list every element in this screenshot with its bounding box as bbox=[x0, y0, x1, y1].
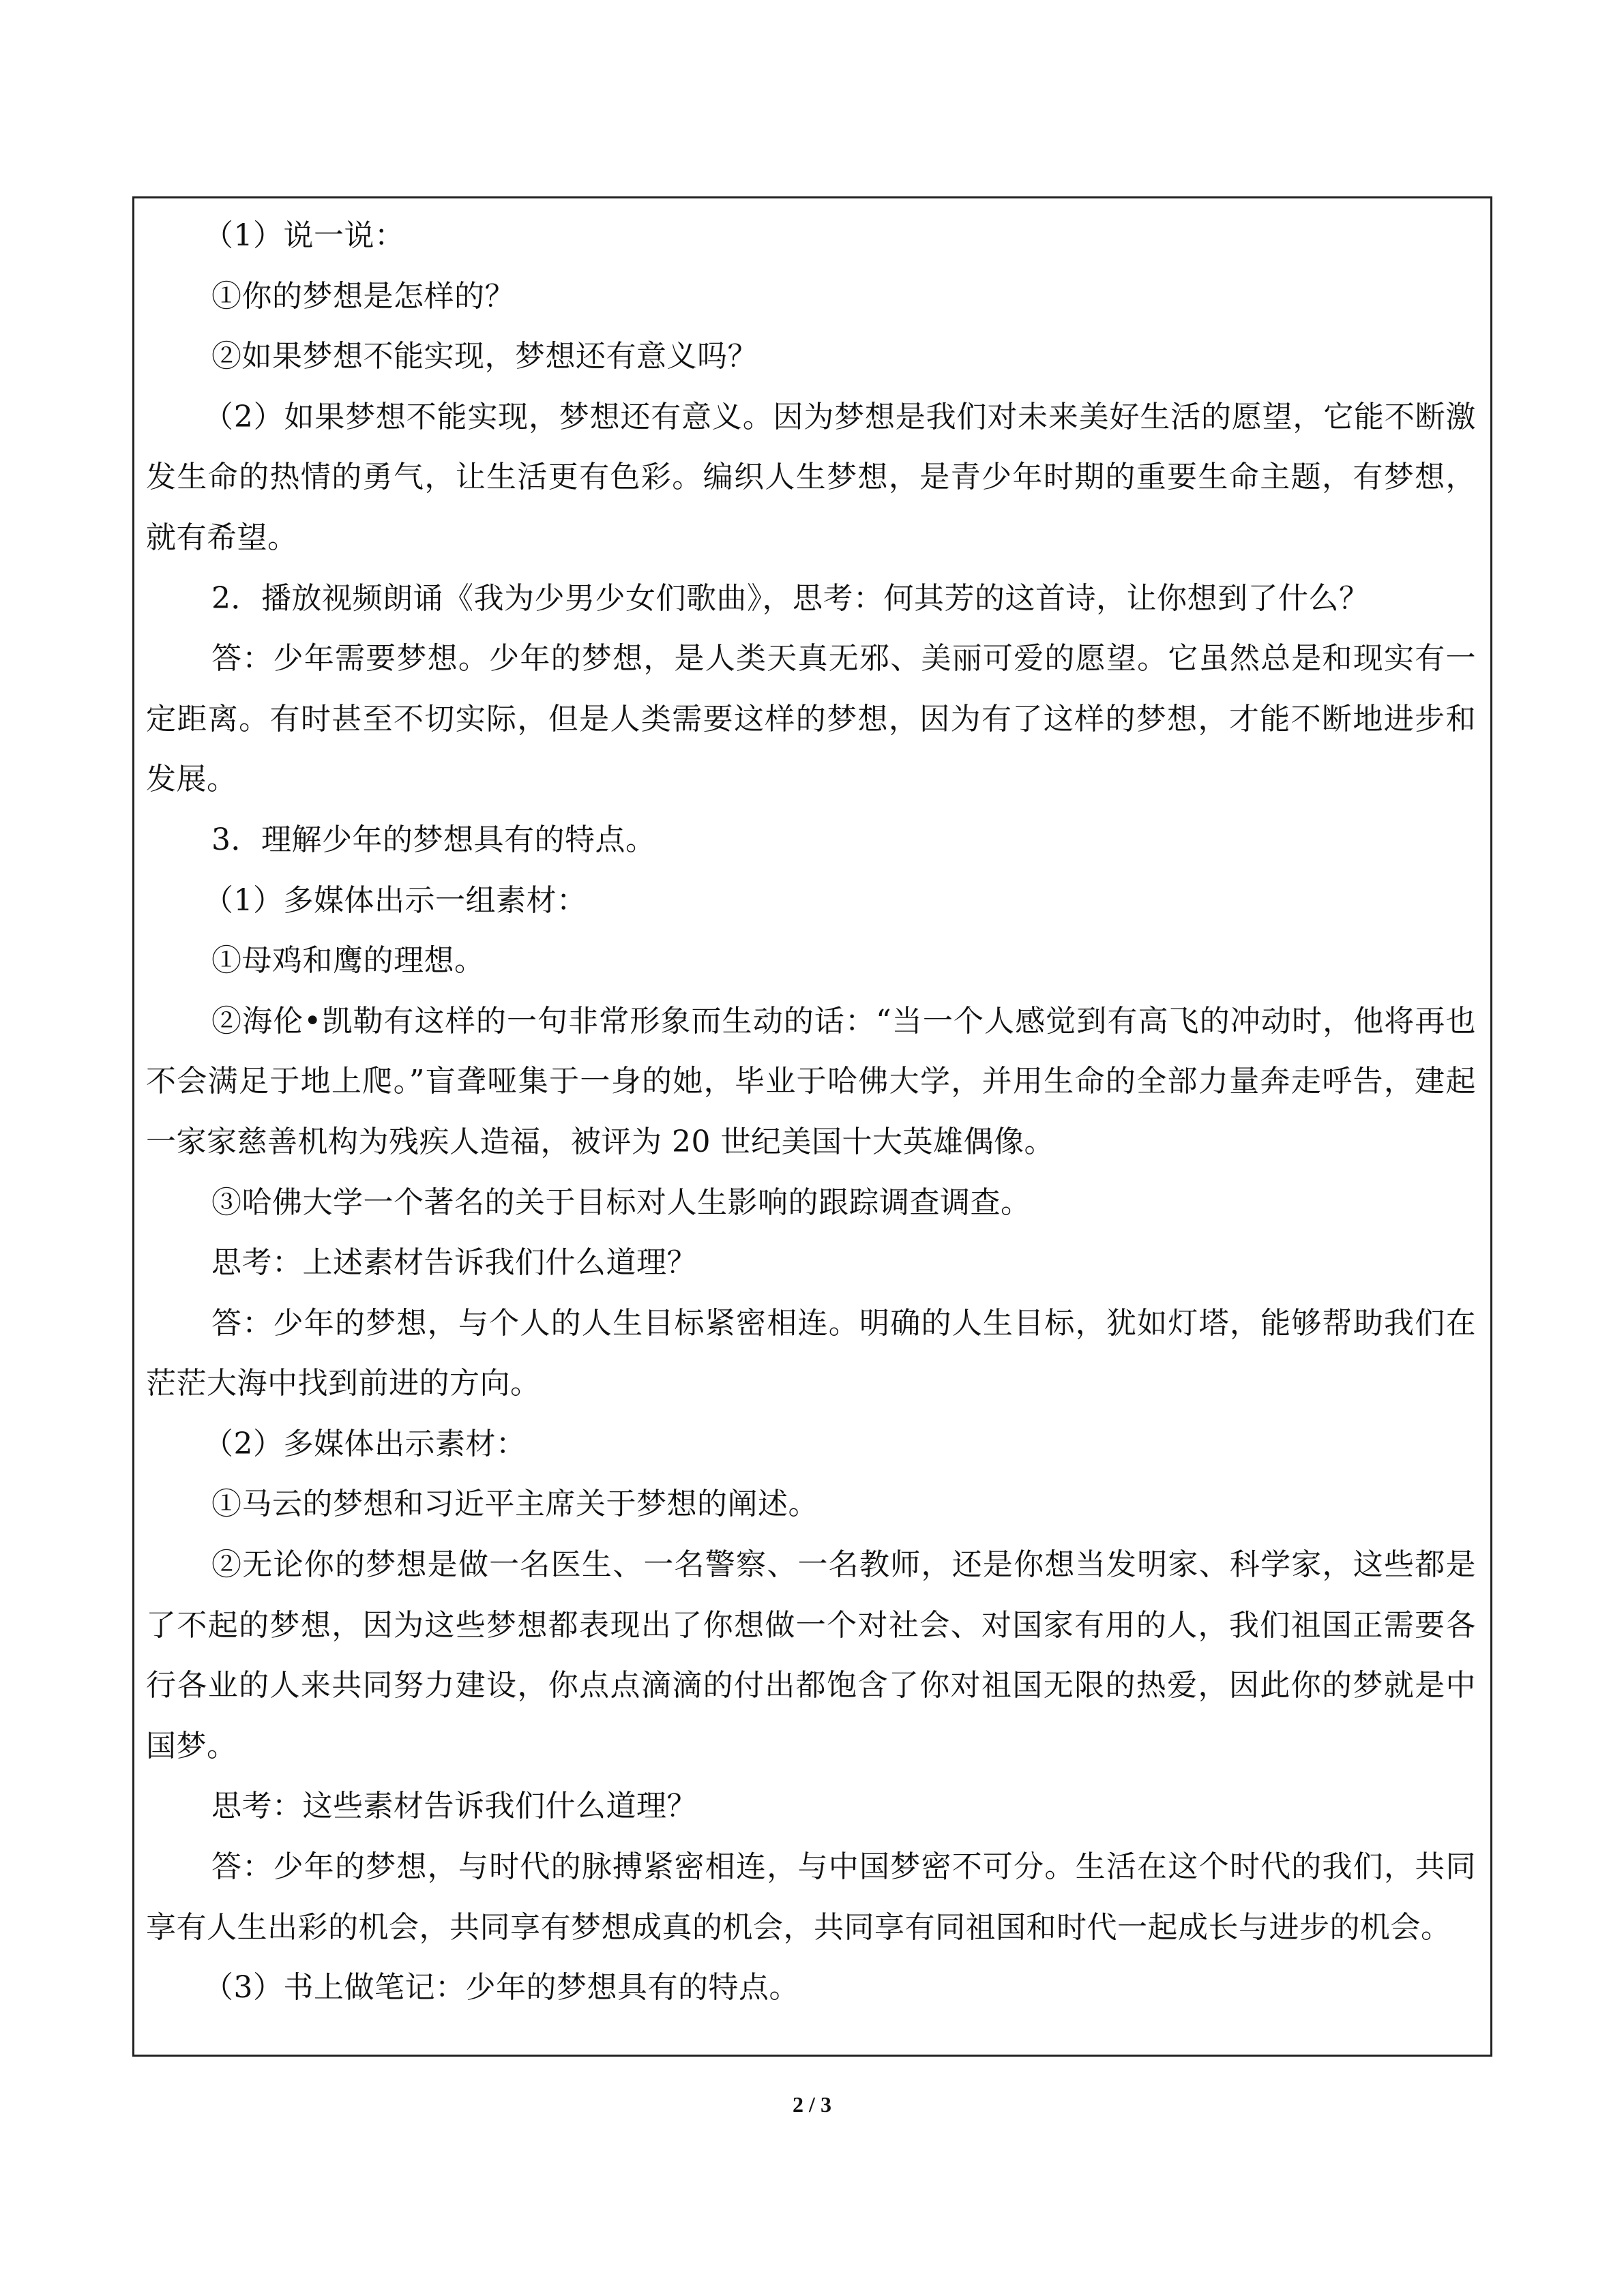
paragraph-materials-2: （2）多媒体出示素材： bbox=[203, 1426, 527, 1461]
paragraph-section-3: 3．理解少年的梦想具有的特点。 bbox=[211, 822, 656, 857]
paragraph-harvard-study: ③哈佛大学一个著名的关于目标对人生影响的跟踪调查调查。 bbox=[211, 1184, 1031, 1220]
lesson-content bbox=[146, 206, 1476, 2018]
paragraph-question-2: ②如果梦想不能实现，梦想还有意义吗？ bbox=[211, 339, 758, 374]
paragraph-dream-meaning: （2）如果梦想不能实现，梦想还有意义。因为梦想是我们对未来美好生活的愿望，它能不断激发生命的热情的勇气，让生活更有色彩。编织人生梦想，是青少年时期的重要生命主题，有梦想，就有希望。 bbox=[146, 399, 1476, 555]
paragraph-helen-keller: ②海伦•凯勒有这样的一句非常形象而生动的话：“当一个人感觉到有高飞的冲动时，他将再也不会满足于地上爬。”盲聋哑集于一身的她，毕业于哈佛大学，并用生命的全部力量奔走呼告，建起一家家慈善机构为残疾人造福，被评为 20 世纪美国十大英雄偶像。 bbox=[146, 1003, 1476, 1159]
paragraph-hen-eagle: ①母鸡和鹰的理想。 bbox=[211, 943, 485, 979]
paragraph-answer-dream-needed: 答：少年需要梦想。少年的梦想，是人类天真无邪、美丽可爱的愿望。它虽然总是和现实有一定距离。有时甚至不切实际，但是人类需要这样的梦想，因为有了这样的梦想，才能不断地进步和发展。 bbox=[146, 641, 1476, 797]
page-number: 2 / 3 bbox=[793, 2092, 831, 2117]
paragraph-think-2: 思考：这些素材告诉我们什么道理？ bbox=[211, 1789, 697, 1824]
paragraph-say-title: （1）说一说： bbox=[203, 218, 405, 253]
paragraph-answer-china-dream: 答：少年的梦想，与时代的脉搏紧密相连，与中国梦密不可分。生活在这个时代的我们，共同享有人生出彩的机会，共同享有梦想成真的机会，共同享有同祖国和时代一起成长与进步的机会。 bbox=[146, 1849, 1476, 1945]
paragraph-answer-life-goal: 答：少年的梦想，与个人的人生目标紧密相连。明确的人生目标，犹如灯塔，能够帮助我们在茫茫大海中找到前进的方向。 bbox=[146, 1305, 1476, 1401]
paragraph-think-1: 思考：上述素材告诉我们什么道理？ bbox=[211, 1245, 697, 1281]
paragraph-any-dream: ②无论你的梦想是做一名医生、一名警察、一名教师，还是你想当发明家、科学家，这些都是了不起的梦想，因为这些梦想都表现出了你想做一个对社会、对国家有用的人，我们祖国正需要各行各业的人来共同努力建设，你点点滴滴的付出都饱含了你对祖国无限的热爱，因此你的梦就是中国梦。 bbox=[146, 1547, 1476, 1763]
paragraph-notes: （3）书上做笔记：少年的梦想具有的特点。 bbox=[203, 1970, 799, 2006]
paragraph-mayun: ①马云的梦想和习近平主席关于梦想的阐述。 bbox=[211, 1487, 818, 1522]
paragraph-video-recital: 2．播放视频朗诵《我为少男少女们歌曲》，思考：何其芳的这首诗，让你想到了什么？ bbox=[211, 580, 1370, 616]
paragraph-question-1: ①你的梦想是怎样的？ bbox=[211, 278, 515, 314]
paragraph-materials-1: （1）多媒体出示一组素材： bbox=[203, 882, 587, 918]
